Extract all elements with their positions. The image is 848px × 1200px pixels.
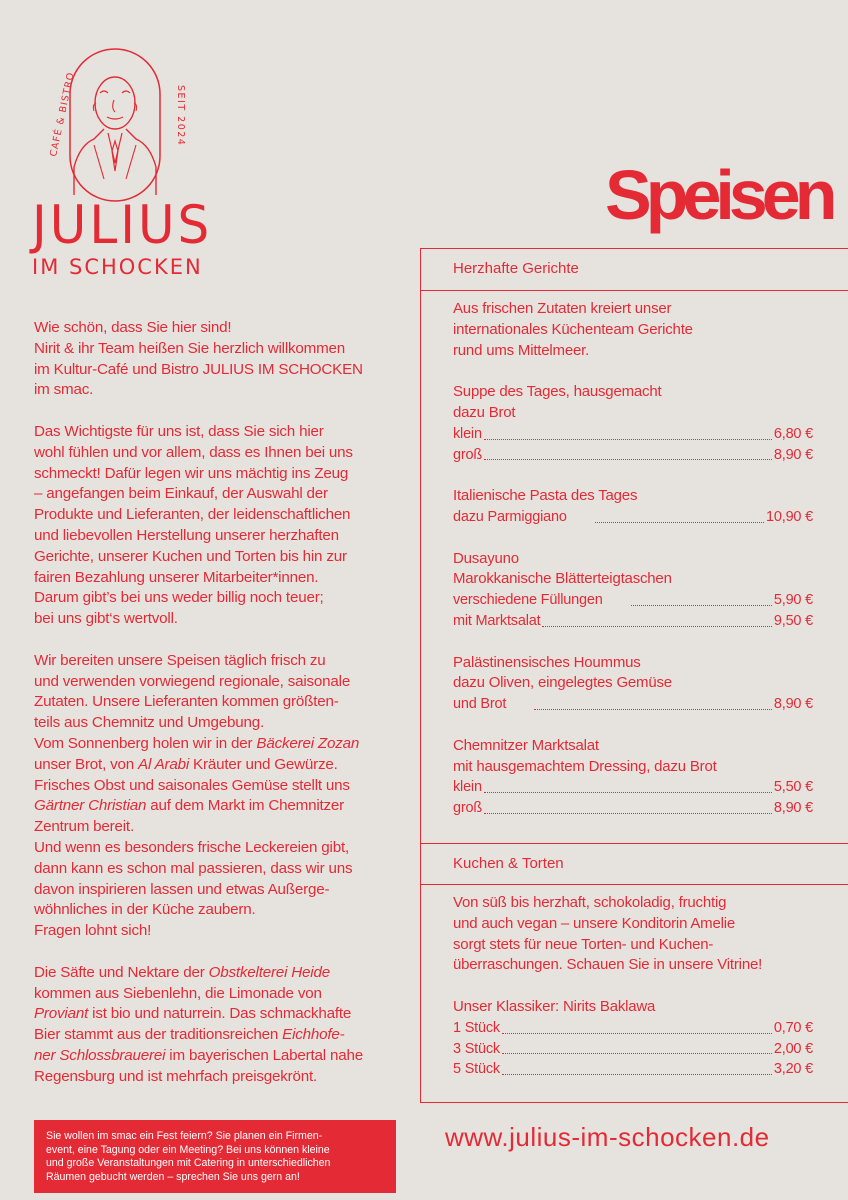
- price-row: mit Marktsalat 9,50 €: [453, 611, 813, 632]
- menu-item-baklawa: [453, 997, 813, 1080]
- section-kuchen: [453, 893, 813, 1080]
- item-name: Dusayuno Marokkanische Blätterteigtaschen: [453, 549, 672, 588]
- item-name: Palästinensisches Hoummus dazu Oliven, eingelegtes Gemüse: [453, 653, 672, 692]
- website-link[interactable]: www.julius-im-schocken.de: [445, 1122, 770, 1152]
- price-row: 5 Stück 3,20 €: [453, 1059, 813, 1080]
- price-row: klein 5,50 €: [453, 777, 813, 798]
- logo-arc-right: SEIT 2024: [175, 85, 186, 147]
- menu-item-marktsalat: [453, 736, 813, 819]
- supplier-gaertner: Gärtner Christian: [34, 797, 147, 815]
- price-row: dazu Parmiggiano 10,90 €: [453, 507, 813, 528]
- intro-paragraph-welcome: Wie schön, dass Sie hier sind! Nirit & ihr Team heißen Sie herzlich willkommen im Kultur-Café und Bistro JULIUS IM SCHOCKEN im smac.: [34, 319, 363, 399]
- price-row: groß 8,90 €: [453, 798, 813, 819]
- menu-item-suppe: [453, 382, 813, 465]
- supplier-eichhofener-1: Eichhofe-: [282, 1026, 345, 1044]
- price: 10,90 €: [766, 508, 813, 525]
- supplier-eichhofener-2: ner Schlossbrauerei: [34, 1046, 166, 1064]
- section-intro: Aus frischen Zutaten kreiert unser internationales Küchenteam Gerichte rund ums Mittelmeer.: [453, 300, 693, 359]
- price: 0,70 €: [773, 1019, 813, 1036]
- supplier-proviant: Proviant: [34, 1005, 89, 1023]
- menu-panel: [420, 248, 848, 1103]
- section-heading-kuchen: Kuchen & Torten: [421, 843, 848, 885]
- price: 8,90 €: [773, 696, 813, 713]
- supplier-obstkelterei: Obstkelterei Heide: [208, 963, 330, 981]
- menu-title: Speisen: [605, 156, 832, 234]
- item-name: Italienische Pasta des Tages: [453, 487, 638, 505]
- price: 5,50 €: [773, 779, 813, 796]
- price-row: groß 8,90 €: [453, 445, 813, 466]
- brand-subline: IM SCHOCKEN: [32, 255, 203, 279]
- price: 6,80 €: [773, 425, 813, 442]
- price-row: klein 6,80 €: [453, 424, 813, 445]
- item-name: Unser Klassiker: Nirits Baklawa: [453, 997, 656, 1015]
- supplier-al-arabi: Al Arabi: [138, 755, 190, 773]
- price: 2,00 €: [773, 1040, 813, 1057]
- section-heading-herzhaft: Herzhafte Gerichte: [421, 249, 848, 291]
- item-name: Chemnitzer Marktsalat mit hausgemachtem Dressing, dazu Brot: [453, 736, 717, 775]
- portrait-emblem: [30, 45, 200, 205]
- logo-arc-left: CAFÉ & BISTRO: [48, 70, 77, 158]
- supplier-baeckerei: Bäckerei Zozan: [256, 734, 360, 752]
- section-herzhaft: [453, 299, 813, 819]
- price: 5,90 €: [773, 592, 813, 609]
- event-info-box: Sie wollen im smac ein Fest feiern? Sie planen ein Firmen- event, eine Tagung oder ein Meeting? Bei uns können kleine und große Veranstaltungen mit Catering in unterschiedlichen Räumen gebucht werden – sprechen Sie uns gern an!: [34, 1120, 396, 1193]
- menu-item-dusayuno: [453, 549, 813, 632]
- intro-paragraph-drinks: Die Säfte und Nektare der Obstkelterei Heide kommen aus Siebenlehn, die Limonade von Proviant ist bio und naturrein. Das schmackhafte Bier stammt aus der traditionsreichen Eichhofe- ner Schlossbrauerei im bayerischen Labertal nahe Regensburg und ist mehrfach preisgekrönt.: [34, 963, 363, 1085]
- section-intro: Von süß bis herzhaft, schokoladig, fruchtig und auch vegan – unsere Konditorin Amelie sorgt stets für neue Torten- und Kuchen- überraschungen. Schauen Sie in unsere Vitrine!: [453, 894, 763, 974]
- price-row: und Brot 8,90 €: [453, 694, 813, 715]
- intro-text: [34, 318, 404, 1087]
- intro-paragraph-suppliers: Wir bereiten unsere Speisen täglich frisch zu und verwenden vorwiegend regionale, saisonale Zutaten. Unsere Lieferanten kommen größten- teils aus Chemnitz und Umgebung. Vom Sonnenberg holen wir in der Bäckerei Zozan unser Brot, von Al Arabi Kräuter und Gewürze. Frisches Obst und saisonales Gemüse stellt uns Gärtner Christian auf dem Markt im Chemnitzer Zentrum bereit. Und wenn es besonders frische Leckereien gibt, dann kann es schon mal passieren, dass wir uns davon inspirieren lassen und etwas Außerge- wöhnliches in der Küche zaubern. Fragen lohnt sich!: [34, 651, 360, 940]
- item-name: Suppe des Tages, hausgemacht dazu Brot: [453, 383, 662, 421]
- price: 3,20 €: [773, 1061, 813, 1078]
- menu-item-hoummus: [453, 653, 813, 715]
- price-row: 3 Stück 2,00 €: [453, 1039, 813, 1060]
- price-row: 1 Stück 0,70 €: [453, 1018, 813, 1039]
- intro-paragraph-values: Das Wichtigste für uns ist, dass Sie sich hier wohl fühlen und vor allem, dass es Ihnen bei uns schmeckt! Dafür legen wir uns mächtig ins Zeug – angefangen beim Einkauf, der Auswahl der Produkte und Lieferanten, der leidenschaftlichen und liebevollen Herstellung unserer herzhaften Gerichte, unserer Kuchen und Torten bis hin zur fairen Bezahlung unserer Mitarbeiter*innen. Darum gibt’s bei uns weder billig noch teuer; bei uns gibt‘s wertvoll.: [34, 422, 353, 628]
- price-row: verschiedene Füllungen 5,90 €: [453, 590, 813, 611]
- price: 8,90 €: [773, 800, 813, 817]
- brand-name: JULIUS: [32, 194, 213, 256]
- price: 8,90 €: [773, 446, 813, 463]
- price: 9,50 €: [773, 612, 813, 629]
- menu-item-pasta: [453, 486, 813, 528]
